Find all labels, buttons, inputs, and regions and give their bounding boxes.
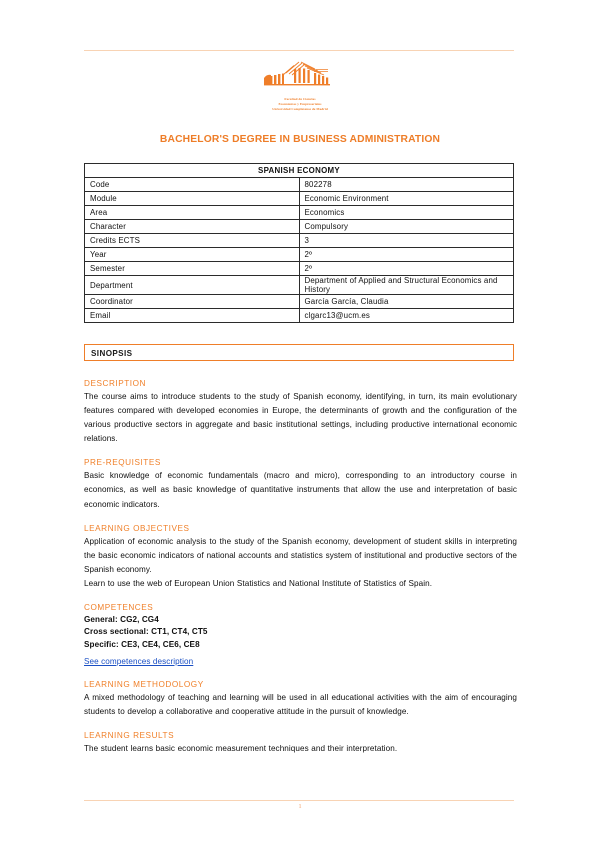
row-label: Semester xyxy=(85,262,300,276)
faculty-building-icon xyxy=(258,60,342,91)
description-body: The course aims to introduce students to the study of Spanish economy, identifying, in turn, its main evolutionary features compared with developed economies in Europe, the determinants of growth and the configuration of the various productive sectors in aggregate and basic institutional settings, including productive international economic relations. xyxy=(84,392,517,444)
description-heading: DESCRIPTION xyxy=(84,379,147,388)
row-label: Email xyxy=(85,309,300,323)
section-learning-methodology xyxy=(84,680,517,719)
row-value: Economic Environment xyxy=(299,192,514,206)
row-label: Year xyxy=(85,248,300,262)
table-row xyxy=(85,192,514,206)
learning-methodology-heading: LEARNING METHODOLOGY xyxy=(84,679,204,689)
competences-general: General: CG2, CG4 xyxy=(84,615,159,625)
table-row xyxy=(85,262,514,276)
table-row xyxy=(85,295,514,309)
table-row xyxy=(85,248,514,262)
row-value: 2º xyxy=(299,262,514,276)
row-value: Department of Applied and Structural Economics and History xyxy=(299,276,514,295)
learning-objectives-body-2: Learn to use the web of European Union Statistics and National Institute of Statistics of Spain. xyxy=(84,578,433,588)
prerequisites-body: Basic knowledge of economic fundamentals (macro and micro), corresponding to an introductory course in economics, as well as basic knowledge of quantitative instruments that allow the use and interpretation of basic economic indicators. xyxy=(84,471,517,509)
learning-objectives-body: Application of economic analysis to the study of the Spanish economy, development of student skills in interpreting the basic economic indicators of national accounts and statistics system of institutional and productive sectors of the Spanish economy. xyxy=(84,536,517,574)
row-label: Credits ECTS xyxy=(85,234,300,248)
syllabus-content xyxy=(84,379,517,768)
logo-caption-line-2: Económicas y Empresariales xyxy=(278,101,322,106)
course-info-table xyxy=(84,163,514,323)
course-title-cell: SPANISH ECONOMY xyxy=(85,164,514,178)
degree-title: BACHELOR'S DEGREE IN BUSINESS ADMINISTRATION xyxy=(159,134,441,145)
table-row xyxy=(85,178,514,192)
row-value: clgarc13@ucm.es xyxy=(299,309,514,323)
footer-divider xyxy=(84,800,514,801)
row-label: Character xyxy=(85,220,300,234)
table-row xyxy=(85,234,514,248)
faculty-logo xyxy=(0,60,600,111)
competences-heading: COMPETENCES xyxy=(84,603,154,613)
row-value: 3 xyxy=(299,234,514,248)
competences-description-link[interactable]: See competences description xyxy=(84,656,194,666)
logo-caption-line-3: Universidad Complutense de Madrid xyxy=(272,106,328,111)
table-title-row xyxy=(85,164,514,178)
row-label: Area xyxy=(85,206,300,220)
sinopsis-label: SINOPSIS xyxy=(91,349,133,358)
table-row xyxy=(85,276,514,295)
learning-methodology-body: A mixed methodology of teaching and learning will be used in all educational activities with the aim of encouraging students to develop a collaborative and cooperative attitude in the pursuit of knowledge. xyxy=(84,692,517,717)
learning-objectives-heading: LEARNING OBJECTIVES xyxy=(84,523,190,533)
table-row xyxy=(85,309,514,323)
row-value: García García, Claudia xyxy=(299,295,514,309)
section-competences xyxy=(84,603,517,669)
logo-caption xyxy=(0,97,600,111)
row-value: Economics xyxy=(299,206,514,220)
section-description xyxy=(84,379,517,446)
row-value: 802278 xyxy=(299,178,514,192)
sinopsis-section-bar xyxy=(84,344,514,361)
competences-cross-sectional: Cross sectional: CT1, CT4, CT5 xyxy=(84,627,208,637)
page-number: 1 xyxy=(298,803,302,810)
learning-results-body: The student learns basic economic measurement techniques and their interpretation. xyxy=(84,744,398,754)
section-learning-results xyxy=(84,731,517,756)
section-prerequisites xyxy=(84,458,517,511)
logo-caption-line-1: Facultad de Ciencias xyxy=(284,97,316,101)
row-label: Code xyxy=(85,178,300,192)
learning-results-heading: LEARNING RESULTS xyxy=(84,731,175,741)
row-label: Module xyxy=(85,192,300,206)
section-learning-objectives xyxy=(84,524,517,591)
prerequisites-heading: PRE-REQUISITES xyxy=(84,458,161,468)
row-label: Coordinator xyxy=(85,295,300,309)
header-divider xyxy=(84,50,514,51)
competences-specific: Specific: CE3, CE4, CE6, CE8 xyxy=(84,639,200,649)
row-value: Compulsory xyxy=(299,220,514,234)
row-label: Department xyxy=(85,276,300,295)
table-row xyxy=(85,206,514,220)
table-row xyxy=(85,220,514,234)
row-value: 2º xyxy=(299,248,514,262)
